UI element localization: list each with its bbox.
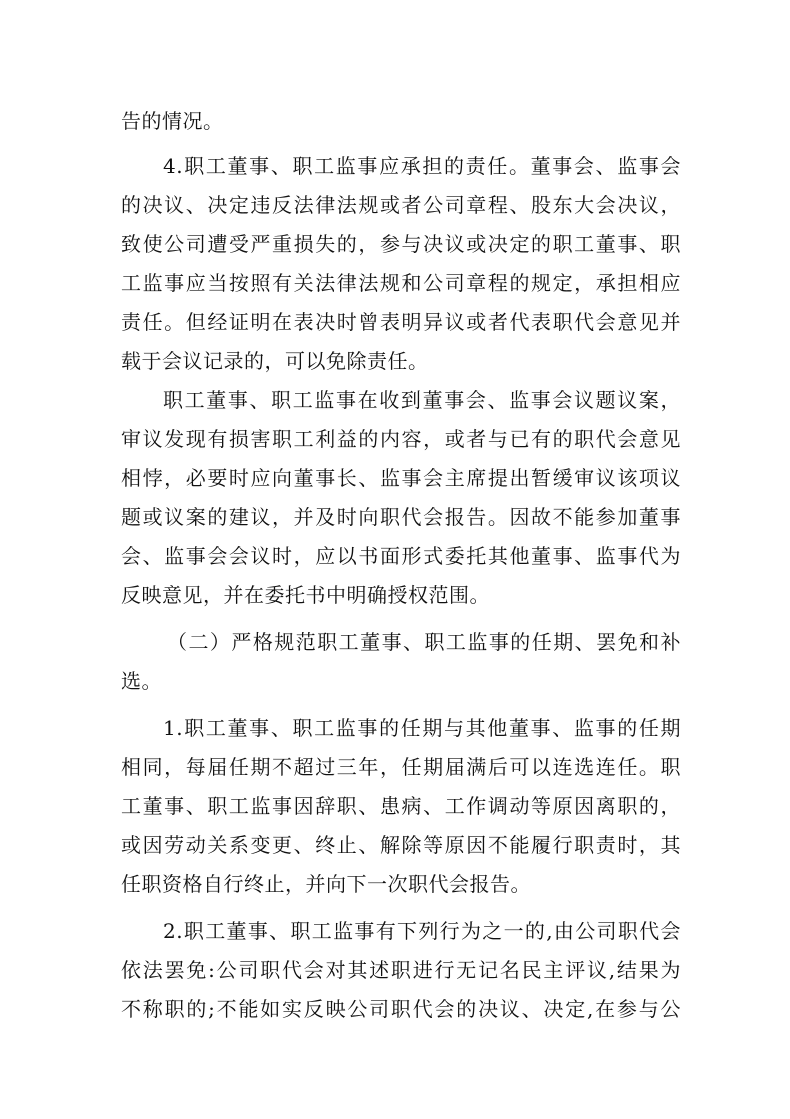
text-line: 工董事、职工监事因辞职、患病、工作调动等原因离职的， [121, 794, 681, 818]
text-line: 责任。但经证明在表决时曾表明异议或者代表职代会意见并 [121, 310, 681, 334]
section-heading-continuation: 选。 [121, 669, 162, 693]
text-line: 不称职的;不能如实反映公司职代会的决议、决定,在参与公 [121, 997, 681, 1021]
text-line: 的决议、决定违反法律法规或者公司章程、股东大会决议， [121, 193, 681, 217]
text-line: 依法罢免:公司职代会对其述职进行无记名民主评议,结果为 [121, 958, 681, 982]
text-line: 告的情况。 [121, 109, 224, 133]
text-line: 任职资格自行终止，并向下一次职代会报告。 [121, 872, 531, 896]
section-heading: （二）严格规范职工董事、职工监事的任期、罢免和补 [167, 630, 681, 654]
text-line: 1.职工董事、职工监事的任期与其他董事、监事的任期 [163, 716, 681, 740]
text-line: 题或议案的建议，并及时向职代会报告。因故不能参加董事 [121, 505, 681, 529]
text-line: 或因劳动关系变更、终止、解除等原因不能履行职责时，其 [121, 833, 681, 857]
text-line: 职工董事、职工监事在收到董事会、监事会议题议案， [163, 388, 681, 412]
text-line: 4.职工董事、职工监事应承担的责任。董事会、监事会 [163, 154, 681, 178]
text-line: 审议发现有损害职工利益的内容，或者与已有的职代会意见 [121, 427, 681, 451]
text-line: 2.职工董事、职工监事有下列行为之一的,由公司职代会 [163, 919, 681, 943]
text-line: 工监事应当按照有关法律法规和公司章程的规定，承担相应 [121, 271, 681, 295]
text-line: 载于会议记录的，可以免除责任。 [121, 349, 429, 373]
text-line: 反映意见，并在委托书中明确授权范围。 [121, 583, 490, 607]
text-line: 相悖，必要时应向董事长、监事会主席提出暂缓审议该项议 [121, 466, 681, 490]
text-line: 相同，每届任期不超过三年，任期届满后可以连选连任。职 [121, 755, 681, 779]
text-line: 致使公司遭受严重损失的，参与决议或决定的职工董事、职 [121, 232, 681, 256]
text-line: 会、监事会会议时，应以书面形式委托其他董事、监事代为 [121, 544, 681, 568]
